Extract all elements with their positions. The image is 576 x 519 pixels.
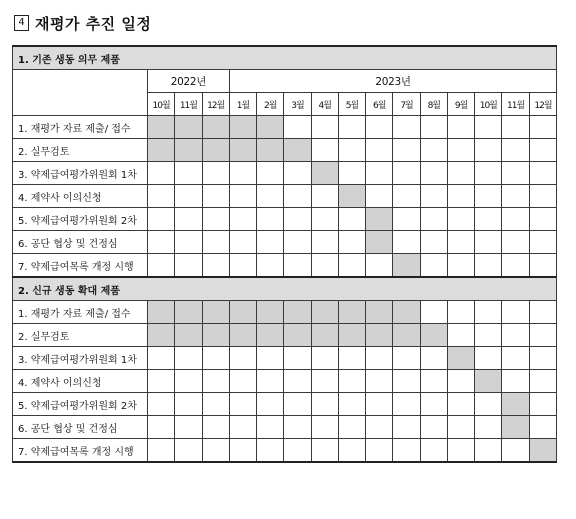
- schedule-cell: [311, 254, 338, 278]
- schedule-cell: [393, 116, 420, 139]
- schedule-cell: [338, 347, 365, 370]
- schedule-cell: [311, 439, 338, 463]
- task-row: [13, 301, 557, 324]
- month-header: 3월: [284, 93, 311, 116]
- schedule-cell: [229, 347, 256, 370]
- schedule-cell: [311, 208, 338, 231]
- schedule-cell: [475, 231, 502, 254]
- schedule-cell: [338, 116, 365, 139]
- task-label: 3. 약제급여평가위원회 1차: [13, 162, 148, 185]
- schedule-cell-active: [202, 301, 229, 324]
- month-header: 10월: [148, 93, 175, 116]
- task-row: [13, 324, 557, 347]
- schedule-cell: [338, 208, 365, 231]
- schedule-cell: [284, 162, 311, 185]
- schedule-cell: [475, 301, 502, 324]
- schedule-cell: [175, 231, 202, 254]
- schedule-cell: [338, 416, 365, 439]
- schedule-cell: [420, 139, 447, 162]
- schedule-cell-active: [229, 116, 256, 139]
- schedule-cell: [502, 301, 529, 324]
- schedule-cell: [502, 231, 529, 254]
- schedule-cell: [475, 185, 502, 208]
- schedule-cell: [420, 231, 447, 254]
- schedule-cell: [366, 185, 393, 208]
- schedule-cell: [420, 254, 447, 278]
- schedule-cell: [475, 416, 502, 439]
- schedule-cell: [338, 231, 365, 254]
- schedule-cell: [284, 185, 311, 208]
- schedule-cell: [475, 139, 502, 162]
- month-header: 9월: [447, 93, 474, 116]
- schedule-cell-active: [338, 185, 365, 208]
- schedule-cell: [229, 254, 256, 278]
- schedule-cell-active: [366, 301, 393, 324]
- schedule-cell: [529, 370, 556, 393]
- schedule-cell-active: [393, 254, 420, 278]
- schedule-cell-active: [257, 139, 284, 162]
- task-label: 5. 약제급여평가위원회 2차: [13, 208, 148, 231]
- schedule-cell: [420, 208, 447, 231]
- schedule-cell: [229, 370, 256, 393]
- schedule-cell: [502, 116, 529, 139]
- schedule-cell-active: [148, 324, 175, 347]
- schedule-cell: [229, 416, 256, 439]
- schedule-cell-active: [311, 301, 338, 324]
- schedule-cell: [366, 439, 393, 463]
- schedule-cell: [420, 347, 447, 370]
- schedule-cell: [229, 208, 256, 231]
- schedule-cell: [311, 393, 338, 416]
- schedule-cell: [202, 393, 229, 416]
- schedule-cell: [475, 439, 502, 463]
- schedule-cell: [148, 393, 175, 416]
- schedule-cell-active: [202, 139, 229, 162]
- task-row: [13, 208, 557, 231]
- schedule-cell: [366, 139, 393, 162]
- schedule-cell: [447, 393, 474, 416]
- schedule-cell: [202, 416, 229, 439]
- task-row: [13, 370, 557, 393]
- header-blank-cell: [13, 70, 148, 116]
- task-label: 2. 실무검토: [13, 324, 148, 347]
- schedule-cell: [202, 439, 229, 463]
- schedule-cell: [529, 301, 556, 324]
- schedule-cell: [202, 162, 229, 185]
- schedule-cell: [393, 416, 420, 439]
- schedule-cell-active: [202, 324, 229, 347]
- heading-number-box: 4: [14, 15, 29, 31]
- schedule-cell-active: [229, 139, 256, 162]
- schedule-cell: [257, 393, 284, 416]
- schedule-cell: [284, 439, 311, 463]
- schedule-cell: [311, 116, 338, 139]
- schedule-cell-active: [393, 324, 420, 347]
- schedule-cell: [175, 439, 202, 463]
- schedule-cell-active: [229, 301, 256, 324]
- schedule-cell: [175, 254, 202, 278]
- schedule-cell: [366, 162, 393, 185]
- schedule-cell: [148, 185, 175, 208]
- schedule-cell: [393, 208, 420, 231]
- month-header: 11월: [502, 93, 529, 116]
- schedule-cell-active: [475, 370, 502, 393]
- schedule-cell-active: [284, 324, 311, 347]
- schedule-cell: [475, 116, 502, 139]
- schedule-cell: [366, 254, 393, 278]
- task-row: [13, 139, 557, 162]
- schedule-cell: [257, 254, 284, 278]
- schedule-cell: [338, 254, 365, 278]
- month-header: 1월: [229, 93, 256, 116]
- month-header: 12월: [202, 93, 229, 116]
- schedule-cell-active: [257, 301, 284, 324]
- task-row: [13, 439, 557, 463]
- task-row: [13, 416, 557, 439]
- schedule-cell: [366, 393, 393, 416]
- schedule-cell: [284, 416, 311, 439]
- section-title: 1. 기존 생동 의무 제품: [13, 46, 557, 70]
- month-header: 11월: [175, 93, 202, 116]
- schedule-cell: [338, 393, 365, 416]
- schedule-cell: [447, 439, 474, 463]
- schedule-cell-active: [175, 116, 202, 139]
- schedule-cell: [502, 254, 529, 278]
- schedule-cell: [148, 370, 175, 393]
- schedule-cell: [366, 116, 393, 139]
- schedule-cell: [420, 162, 447, 185]
- schedule-cell: [229, 185, 256, 208]
- schedule-cell: [229, 393, 256, 416]
- schedule-cell: [475, 162, 502, 185]
- page-heading: [14, 12, 151, 34]
- schedule-cell: [393, 370, 420, 393]
- task-label: 3. 약제급여평가위원회 1차: [13, 347, 148, 370]
- schedule-cell: [284, 370, 311, 393]
- schedule-cell: [148, 231, 175, 254]
- schedule-cell: [393, 393, 420, 416]
- schedule-cell: [420, 393, 447, 416]
- month-header: 4월: [311, 93, 338, 116]
- schedule-cell-active: [175, 139, 202, 162]
- month-header: 12월: [529, 93, 556, 116]
- task-row: [13, 347, 557, 370]
- schedule-cell: [420, 116, 447, 139]
- schedule-cell: [393, 139, 420, 162]
- schedule-cell: [502, 208, 529, 231]
- year-header: 2023년: [229, 70, 556, 93]
- schedule-cell: [257, 185, 284, 208]
- schedule-cell: [257, 370, 284, 393]
- schedule-cell: [447, 208, 474, 231]
- schedule-cell: [529, 116, 556, 139]
- schedule-cell: [502, 139, 529, 162]
- task-label: 4. 제약사 이의신청: [13, 370, 148, 393]
- schedule-cell: [420, 301, 447, 324]
- schedule-cell-active: [202, 116, 229, 139]
- schedule-cell: [393, 231, 420, 254]
- task-row: [13, 393, 557, 416]
- schedule-cell: [475, 393, 502, 416]
- schedule-cell: [529, 231, 556, 254]
- schedule-cell: [229, 231, 256, 254]
- schedule-cell: [284, 393, 311, 416]
- schedule-cell: [257, 208, 284, 231]
- month-header: 10월: [475, 93, 502, 116]
- schedule-cell: [529, 162, 556, 185]
- schedule-cell: [338, 162, 365, 185]
- schedule-cell: [175, 370, 202, 393]
- task-row: [13, 185, 557, 208]
- schedule-cell-active: [148, 116, 175, 139]
- schedule-cell-active: [175, 324, 202, 347]
- schedule-cell: [447, 301, 474, 324]
- schedule-cell: [475, 254, 502, 278]
- schedule-cell: [202, 370, 229, 393]
- schedule-cell: [257, 162, 284, 185]
- schedule-cell: [447, 162, 474, 185]
- task-label: 7. 약제급여목록 개정 시행: [13, 254, 148, 278]
- schedule-cell: [447, 139, 474, 162]
- schedule-cell: [175, 208, 202, 231]
- year-header-row: [13, 70, 557, 93]
- schedule-cell: [202, 254, 229, 278]
- schedule-cell-active: [311, 324, 338, 347]
- schedule-cell-active: [257, 116, 284, 139]
- schedule-cell: [257, 416, 284, 439]
- month-header: 6월: [366, 93, 393, 116]
- schedule-cell: [529, 324, 556, 347]
- schedule-cell: [202, 185, 229, 208]
- task-label: 1. 재평가 자료 제출/ 접수: [13, 116, 148, 139]
- schedule-cell: [420, 416, 447, 439]
- task-row: [13, 231, 557, 254]
- year-header: 2022년: [148, 70, 230, 93]
- schedule-cell: [338, 439, 365, 463]
- schedule-cell: [229, 162, 256, 185]
- schedule-cell: [311, 370, 338, 393]
- schedule-cell: [502, 185, 529, 208]
- schedule-cell-active: [338, 301, 365, 324]
- schedule-cell: [311, 231, 338, 254]
- schedule-cell: [202, 208, 229, 231]
- schedule-cell: [529, 347, 556, 370]
- month-header: 8월: [420, 93, 447, 116]
- schedule-cell-active: [447, 347, 474, 370]
- schedule-cell: [529, 185, 556, 208]
- section-header-row: [13, 46, 557, 70]
- schedule-cell: [311, 416, 338, 439]
- schedule-cell: [284, 347, 311, 370]
- schedule-cell: [447, 254, 474, 278]
- schedule-cell-active: [257, 324, 284, 347]
- schedule-cell: [502, 370, 529, 393]
- task-label: 5. 약제급여평가위원회 2차: [13, 393, 148, 416]
- schedule-cell: [529, 254, 556, 278]
- schedule-cell: [175, 347, 202, 370]
- schedule-cell-active: [393, 301, 420, 324]
- schedule-cell-active: [366, 324, 393, 347]
- section-header-row: [13, 277, 557, 301]
- schedule-cell: [393, 347, 420, 370]
- schedule-cell: [284, 231, 311, 254]
- schedule-cell: [393, 162, 420, 185]
- schedule-cell: [284, 254, 311, 278]
- schedule-cell: [148, 347, 175, 370]
- schedule-cell: [447, 370, 474, 393]
- schedule-cell: [529, 393, 556, 416]
- task-row: [13, 116, 557, 139]
- schedule-cell: [257, 231, 284, 254]
- schedule-cell: [529, 416, 556, 439]
- month-header: 7월: [393, 93, 420, 116]
- schedule-cell: [393, 439, 420, 463]
- schedule-cell-active: [175, 301, 202, 324]
- schedule-cell: [475, 347, 502, 370]
- schedule-cell: [284, 208, 311, 231]
- schedule-cell-active: [502, 393, 529, 416]
- schedule-cell: [475, 208, 502, 231]
- schedule-cell: [529, 139, 556, 162]
- schedule-cell: [311, 347, 338, 370]
- schedule-cell: [229, 439, 256, 463]
- schedule-cell: [338, 139, 365, 162]
- schedule-cell: [447, 185, 474, 208]
- schedule-cell: [148, 208, 175, 231]
- schedule-cell: [420, 370, 447, 393]
- schedule-cell: [502, 324, 529, 347]
- schedule-cell: [502, 347, 529, 370]
- schedule-cell: [529, 208, 556, 231]
- schedule-cell: [257, 347, 284, 370]
- heading-title: 재평가 추진 일정: [35, 14, 152, 33]
- schedule-cell: [175, 185, 202, 208]
- schedule-cell: [475, 324, 502, 347]
- schedule-cell: [338, 370, 365, 393]
- task-label: 6. 공단 협상 및 건정심: [13, 416, 148, 439]
- schedule-cell: [175, 162, 202, 185]
- schedule-cell-active: [148, 301, 175, 324]
- schedule-cell: [420, 439, 447, 463]
- schedule-cell: [202, 347, 229, 370]
- schedule-cell: [447, 416, 474, 439]
- schedule-cell-active: [148, 139, 175, 162]
- task-row: [13, 254, 557, 278]
- task-label: 1. 재평가 자료 제출/ 접수: [13, 301, 148, 324]
- month-header: 5월: [338, 93, 365, 116]
- schedule-cell: [366, 370, 393, 393]
- task-label: 4. 제약사 이의신청: [13, 185, 148, 208]
- schedule-table: [12, 45, 557, 463]
- schedule-cell: [447, 116, 474, 139]
- schedule-cell-active: [229, 324, 256, 347]
- task-label: 2. 실무검토: [13, 139, 148, 162]
- schedule-cell-active: [284, 301, 311, 324]
- schedule-cell: [366, 416, 393, 439]
- schedule-cell-active: [502, 416, 529, 439]
- schedule-cell: [311, 185, 338, 208]
- section-title: 2. 신규 생동 확대 제품: [13, 277, 557, 301]
- schedule-cell: [393, 185, 420, 208]
- schedule-cell: [502, 439, 529, 463]
- schedule-cell: [148, 439, 175, 463]
- schedule-cell: [502, 162, 529, 185]
- schedule-cell: [202, 231, 229, 254]
- task-row: [13, 162, 557, 185]
- schedule-cell: [148, 162, 175, 185]
- schedule-cell-active: [366, 231, 393, 254]
- schedule-cell: [447, 324, 474, 347]
- task-label: 6. 공단 협상 및 건정심: [13, 231, 148, 254]
- schedule-cell: [175, 416, 202, 439]
- schedule-cell: [366, 347, 393, 370]
- schedule-cell-active: [284, 139, 311, 162]
- schedule-cell-active: [366, 208, 393, 231]
- task-label: 7. 약제급여목록 개정 시행: [13, 439, 148, 463]
- schedule-cell: [148, 254, 175, 278]
- schedule-cell: [420, 185, 447, 208]
- schedule-cell-active: [338, 324, 365, 347]
- schedule-cell-active: [420, 324, 447, 347]
- schedule-cell: [311, 139, 338, 162]
- schedule-cell: [148, 416, 175, 439]
- month-header: 2월: [257, 93, 284, 116]
- schedule-cell: [175, 393, 202, 416]
- schedule-cell-active: [529, 439, 556, 463]
- schedule-cell: [447, 231, 474, 254]
- schedule-cell: [284, 116, 311, 139]
- schedule-cell: [257, 439, 284, 463]
- schedule-cell-active: [311, 162, 338, 185]
